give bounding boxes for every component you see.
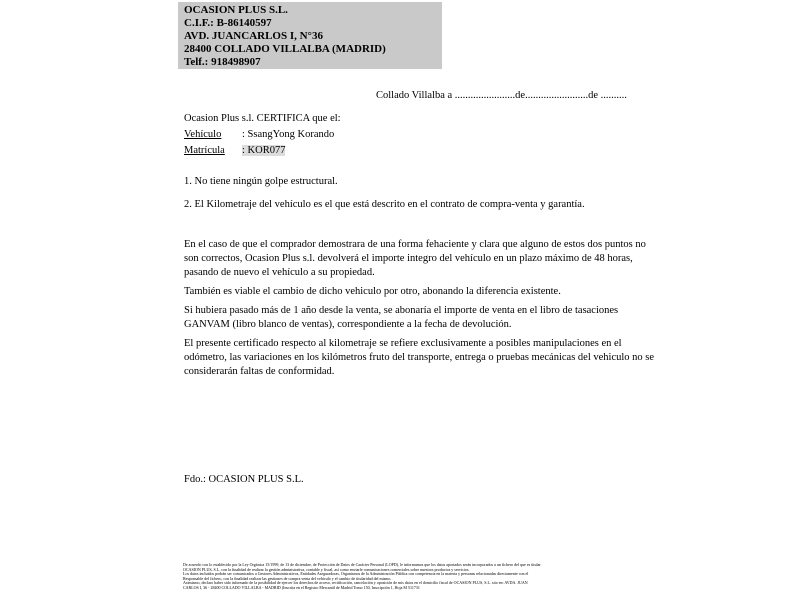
legal-line: Los datos incluidos podrán ser comunicados a Gestores Administrativos, Entidades Aseguradoras, Organismos de la Administración Pública con competencia en la materia y personas relacionadas directamente con el	[183, 572, 529, 577]
certified-point-2: 2. El Kilometraje del vehículo es el que está descrito en el contrato de compra-venta y garantía.	[184, 199, 585, 210]
company-city: 28400 COLLADO VILLALBA (MADRID)	[184, 43, 386, 55]
legal-line: Asimismo, declaro haber sido informado de la posibilidad de ejercer los derechos de acceso, rectificación, cancelación y oposición de mis datos en el domicilio fiscal de OCASIÓN PLUS, S.L. sito en: AVDA. JUAN	[183, 581, 528, 586]
legal-line: Responsable del fichero, con la finalidad realizar las gestiones de compra venta del vehículo y el cambio de titularidad del mismo.	[183, 576, 392, 581]
paragraph-exchange-option: También es viable el cambio de dicho vehiculo por otro, abonando la diferencia existente.	[184, 286, 561, 297]
company-cif: C.I.F.: B-86140597	[184, 17, 272, 29]
signature-line: Fdo.: OCASION PLUS S.L.	[184, 474, 304, 485]
company-name: OCASION PLUS S.L.	[184, 4, 288, 16]
company-header-block	[178, 2, 442, 69]
company-phone: Telf.: 918498907	[184, 56, 261, 68]
paragraph-ganvam-valuation: Si hubiera pasado más de 1 año desde la venta, se abonaría el importe de venta en el libro de tasaciones GANVAM (libro blanco de ventas), correspondiente a la fecha de devolución.	[184, 305, 619, 330]
plate-value: : KOR077	[242, 145, 286, 156]
company-address: AVD. JUANCARLOS I, N°36	[184, 30, 323, 42]
paragraph-odometer-disclaimer: El presente certificado respecto al kilometraje se refiere exclusivamente a posibles manipulaciones en el odómetro, las variaciones en los kilómetros fruto del transporte, entrega o pruebas mecánicas del vehiculo no se considerarán faltas de conformidad.	[184, 338, 655, 377]
certified-point-1: 1. No tiene ningún golpe estructural.	[184, 176, 338, 187]
legal-footer	[183, 563, 623, 591]
vehicle-value: : SsangYong Korando	[242, 129, 335, 140]
certify-intro: Ocasion Plus s.l. CERTIFICA que el:	[184, 113, 341, 124]
legal-line: De acuerdo con lo establecido por la Ley Orgánica 15/1999, de 13 de diciembre, de Protección de Datos de Carácter Personal (LOPD), le informamos que los datos aportados serán incorporados a un fichero del que es titular	[183, 563, 541, 567]
legal-line: CARLOS I, 36 - 28400 COLLADO VILLALBA - MADRID (Inscrita en el Registro Mercantil de Madrid Tomo 150, Inscripción 1, Hoja M 511731	[183, 585, 420, 590]
vehicle-label: Vehículo	[184, 129, 222, 140]
legal-line: OCASIÓN PLUS, S.L. con la finalidad de realizar la gestión administrativa, contable y fiscal, así como enviarle comunicaciones comerciales sobre nuestros productos y servicios.	[183, 567, 470, 572]
plate-row	[184, 145, 285, 156]
vehicle-row	[184, 129, 334, 140]
plate-label: Matrícula	[184, 145, 225, 156]
paragraph-refund-terms: En el caso de que el comprador demostrara de una forma fehaciente y clara que alguno de estos dos puntos no son correctos, Ocasion Plus s.l. devolverá el importe integro del vehículo en un plazo máximo de 48 horas, pasando de nuevo el vehículo a su propiedad.	[184, 239, 646, 278]
date-fill-line: Collado Villalba a .......................de........................de ..........	[376, 90, 627, 101]
